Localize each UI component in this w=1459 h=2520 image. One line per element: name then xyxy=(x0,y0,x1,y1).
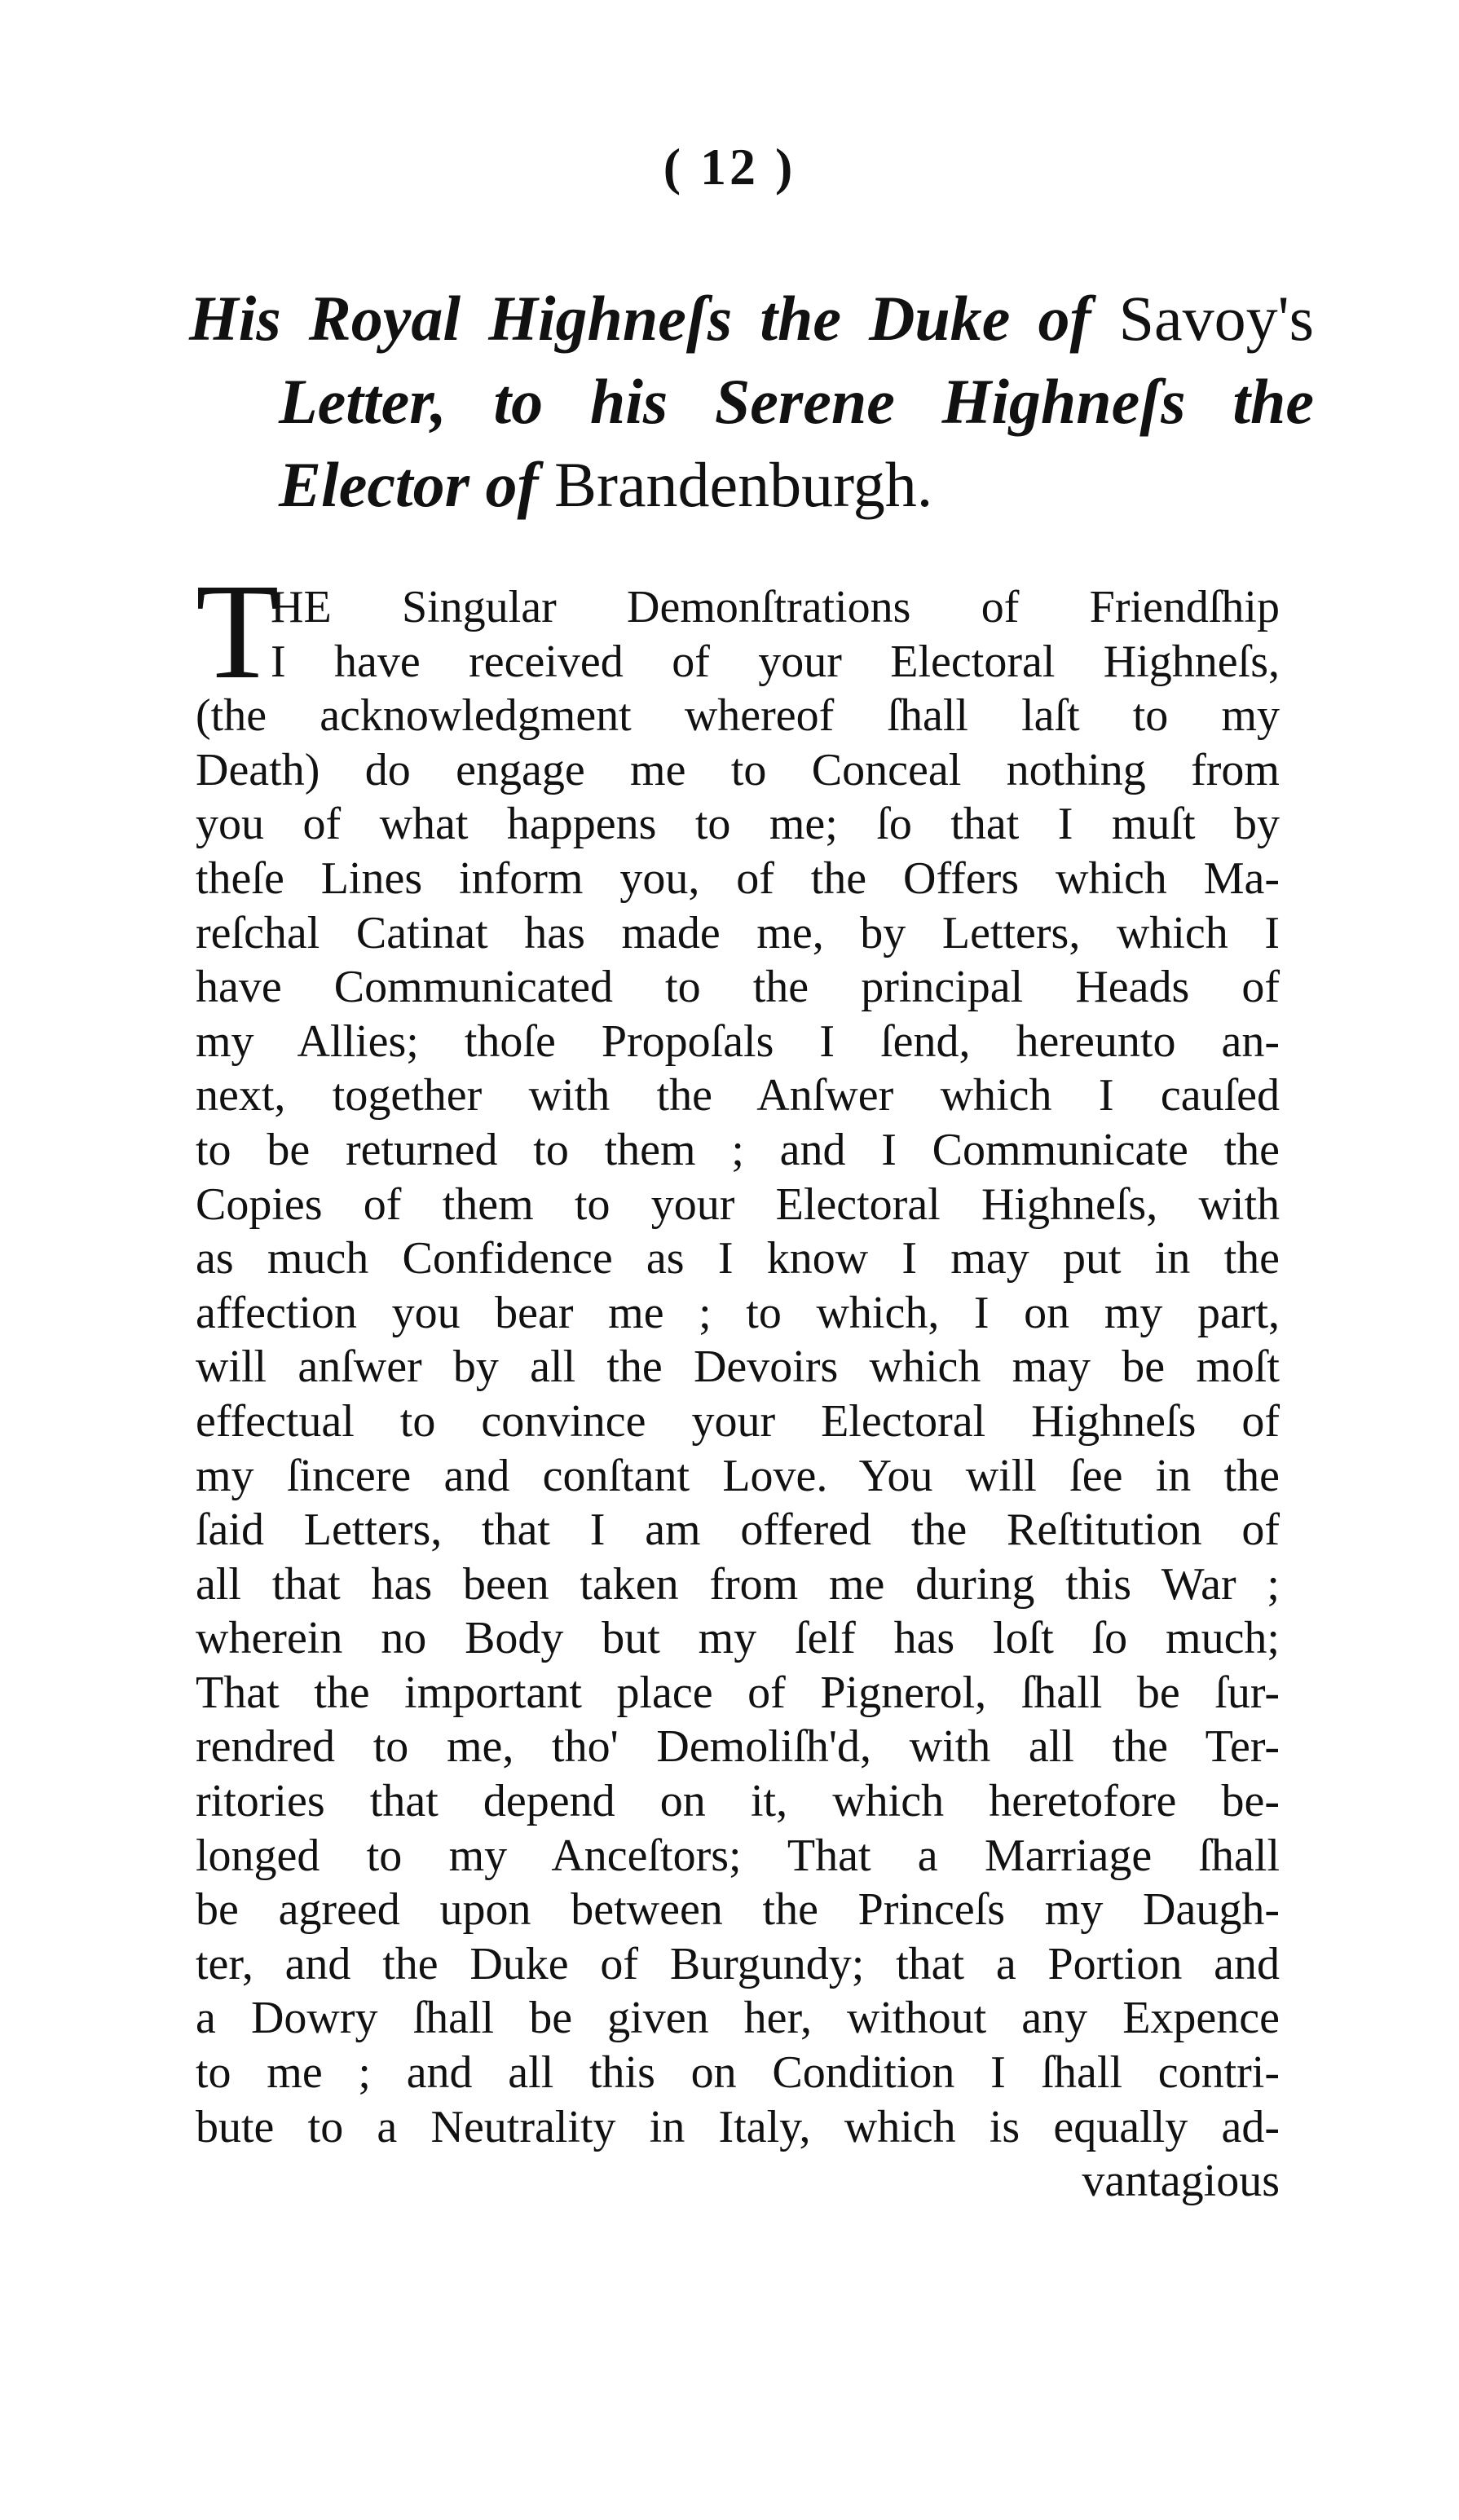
drop-cap: T xyxy=(196,556,280,707)
body-line: bute to a Neutrality in Italy, which is equally ad- xyxy=(196,2101,1280,2152)
title-line-1-italic: His Royal Highneſs the Duke of xyxy=(189,283,1091,354)
body-line: to be returned to them ; and I Communicate the xyxy=(196,1124,1280,1175)
body-line: That the important place of Pignerol, ſhall be ſur- xyxy=(196,1667,1280,1718)
body-line: you of what happens to me; ſo that I muſt by xyxy=(196,799,1280,850)
page-number: ( 12 ) xyxy=(663,138,796,196)
body-line: reſchal Catinat has made me, by Letters, which I xyxy=(196,907,1280,958)
catchword: vantagious xyxy=(1082,2156,1280,2207)
body-line: rendred to me, tho' Demoliſh'd, with all the Ter- xyxy=(196,1721,1280,1773)
body-line: a Dowry ſhall be given her, without any Expence xyxy=(196,1993,1280,2044)
body-line: all that has been taken from me during this War ; xyxy=(196,1558,1280,1610)
body-line: ter, and the Duke of Burgundy; that a Portion and xyxy=(196,1938,1280,1989)
title-line-3 xyxy=(279,443,1314,526)
body-line: wherein no Body but my ſelf has loſt ſo much; xyxy=(196,1613,1280,1664)
body-line: ritories that depend on it, which heretofore be- xyxy=(196,1776,1280,1827)
body-line: be agreed upon between the Princeſs my Daugh- xyxy=(196,1884,1280,1936)
body-line: Copies of them to your Electoral Highneſs, with xyxy=(196,1178,1280,1230)
body-line: longed to my Anceſtors; That a Marriage ſhall xyxy=(196,1830,1280,1881)
body-line: have Communicated to the principal Heads of xyxy=(196,962,1280,1013)
body-line: I have received of your Electoral Highneſs, xyxy=(271,636,1280,687)
body-line: (the acknowledgment whereof ſhall laſt to my xyxy=(196,690,1280,742)
body-line: Death) do engage me to Conceal nothing from xyxy=(196,744,1280,795)
body-line: effectual to convince your Electoral Highneſs of xyxy=(196,1395,1280,1447)
body-line: my ſincere and conſtant Love. You will ſee in the xyxy=(196,1450,1280,1501)
body-line: affection you bear me ; to which, I on my part, xyxy=(196,1287,1280,1338)
body-line: to me ; and all this on Condition I ſhall contri- xyxy=(196,2047,1280,2099)
body-line: next, together with the Anſwer which I cauſed xyxy=(196,1070,1280,1121)
title-line-3-roman: Brandenburgh. xyxy=(538,449,933,520)
letter-title xyxy=(189,277,1314,526)
letter-body xyxy=(196,580,1280,2209)
title-line-1 xyxy=(189,277,1314,360)
body-line: my Allies; thoſe Propoſals I ſend, hereunto an- xyxy=(196,1015,1280,1067)
body-line: ſaid Letters, that I am offered the Reſtitution of xyxy=(196,1505,1280,1556)
body-line: will anſwer by all the Devoirs which may be moſt xyxy=(196,1342,1280,1393)
title-line-3-italic: Elector of xyxy=(279,449,539,520)
title-line-2: Letter, to his Serene Highneſs the xyxy=(279,366,1314,437)
body-line: as much Confidence as I know I may put in the xyxy=(196,1233,1280,1284)
body-line: theſe Lines inform you, of the Offers which Ma- xyxy=(196,852,1280,904)
title-line-1-roman: Savoy's xyxy=(1091,283,1314,354)
body-line: HE Singular Demonſtrations of Friendſhip xyxy=(271,582,1280,632)
